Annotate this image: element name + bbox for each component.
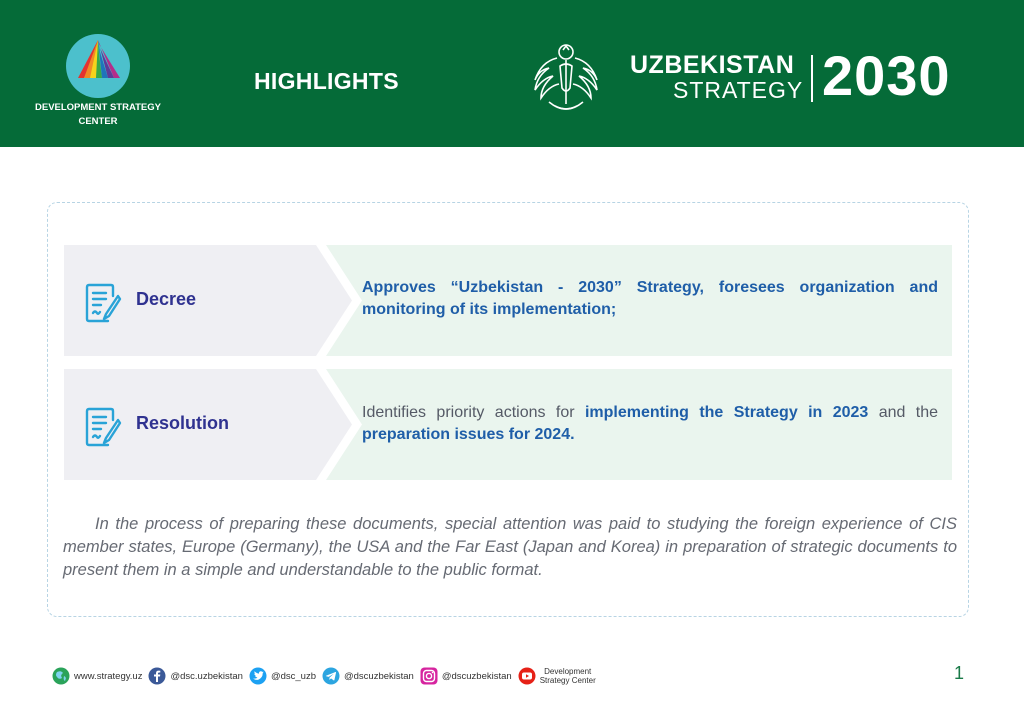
website-text: www.strategy.uz [74,670,143,682]
header-bar [0,0,1024,147]
twitter-link[interactable] [249,667,316,685]
facebook-text: @dsc.uzbekistan [170,670,243,682]
title-divider [811,55,813,102]
globe-icon [52,667,70,685]
resolution-highlight-1: implementing the Strategy in 2023 [584,404,869,421]
section-title: HIGHLIGHTS [254,68,399,94]
org-name-line2: CENTER [78,116,118,127]
page-number: 1 [954,663,965,683]
twitter-text: @dsc_uzb [270,670,316,682]
decree-label: Decree [136,289,197,309]
telegram-text: @dscuzbekistan [343,670,414,682]
strategy-subtitle: STRATEGY [673,77,804,103]
youtube-text [540,667,596,685]
website-link[interactable] [52,667,142,685]
youtube-text-line1: Development [544,667,592,676]
document-edit-icon [84,406,122,448]
instagram-link[interactable] [420,667,512,685]
footer-links [52,664,602,688]
resolution-description [362,402,938,446]
youtube-icon [518,667,536,685]
resolution-highlight-2: preparation issues for 2024. [362,426,575,443]
resolution-text-1: Identifies priority actions for [362,404,585,421]
facebook-link[interactable] [148,667,242,685]
telegram-icon [322,667,340,685]
org-name [30,101,166,129]
resolution-text-2: and the [868,404,939,421]
strategy-year: 2030 [822,44,951,107]
decree-row [64,245,952,356]
facebook-icon [148,667,166,685]
org-name-line1: DEVELOPMENT STRATEGY [35,102,161,113]
youtube-link[interactable] [518,667,596,685]
decree-description [362,277,938,321]
twitter-icon [249,667,267,685]
document-edit-icon [84,282,122,324]
strategy-title: UZBEKISTAN [630,51,795,79]
youtube-text-line2: Strategy Center [539,676,596,685]
telegram-link[interactable] [322,667,414,685]
resolution-row [64,369,952,480]
decree-highlight-text: Approves “Uzbekistan - 2030” Strategy, foresees organization and monitoring of its implementation; [362,279,938,318]
instagram-icon [420,667,438,685]
dsc-logo [66,34,130,98]
body-paragraph: In the process of preparing these documents, special attention was paid to studying the foreign experience of CIS member states, Europe (Germany), the USA and the Far East (Japan and Korea) in preparation of strategic documents to present them in a simple and understandable to the public format. [63,515,957,579]
resolution-label: Resolution [136,413,229,433]
instagram-text: @dscuzbekistan [441,670,512,682]
state-emblem-icon [527,40,605,118]
